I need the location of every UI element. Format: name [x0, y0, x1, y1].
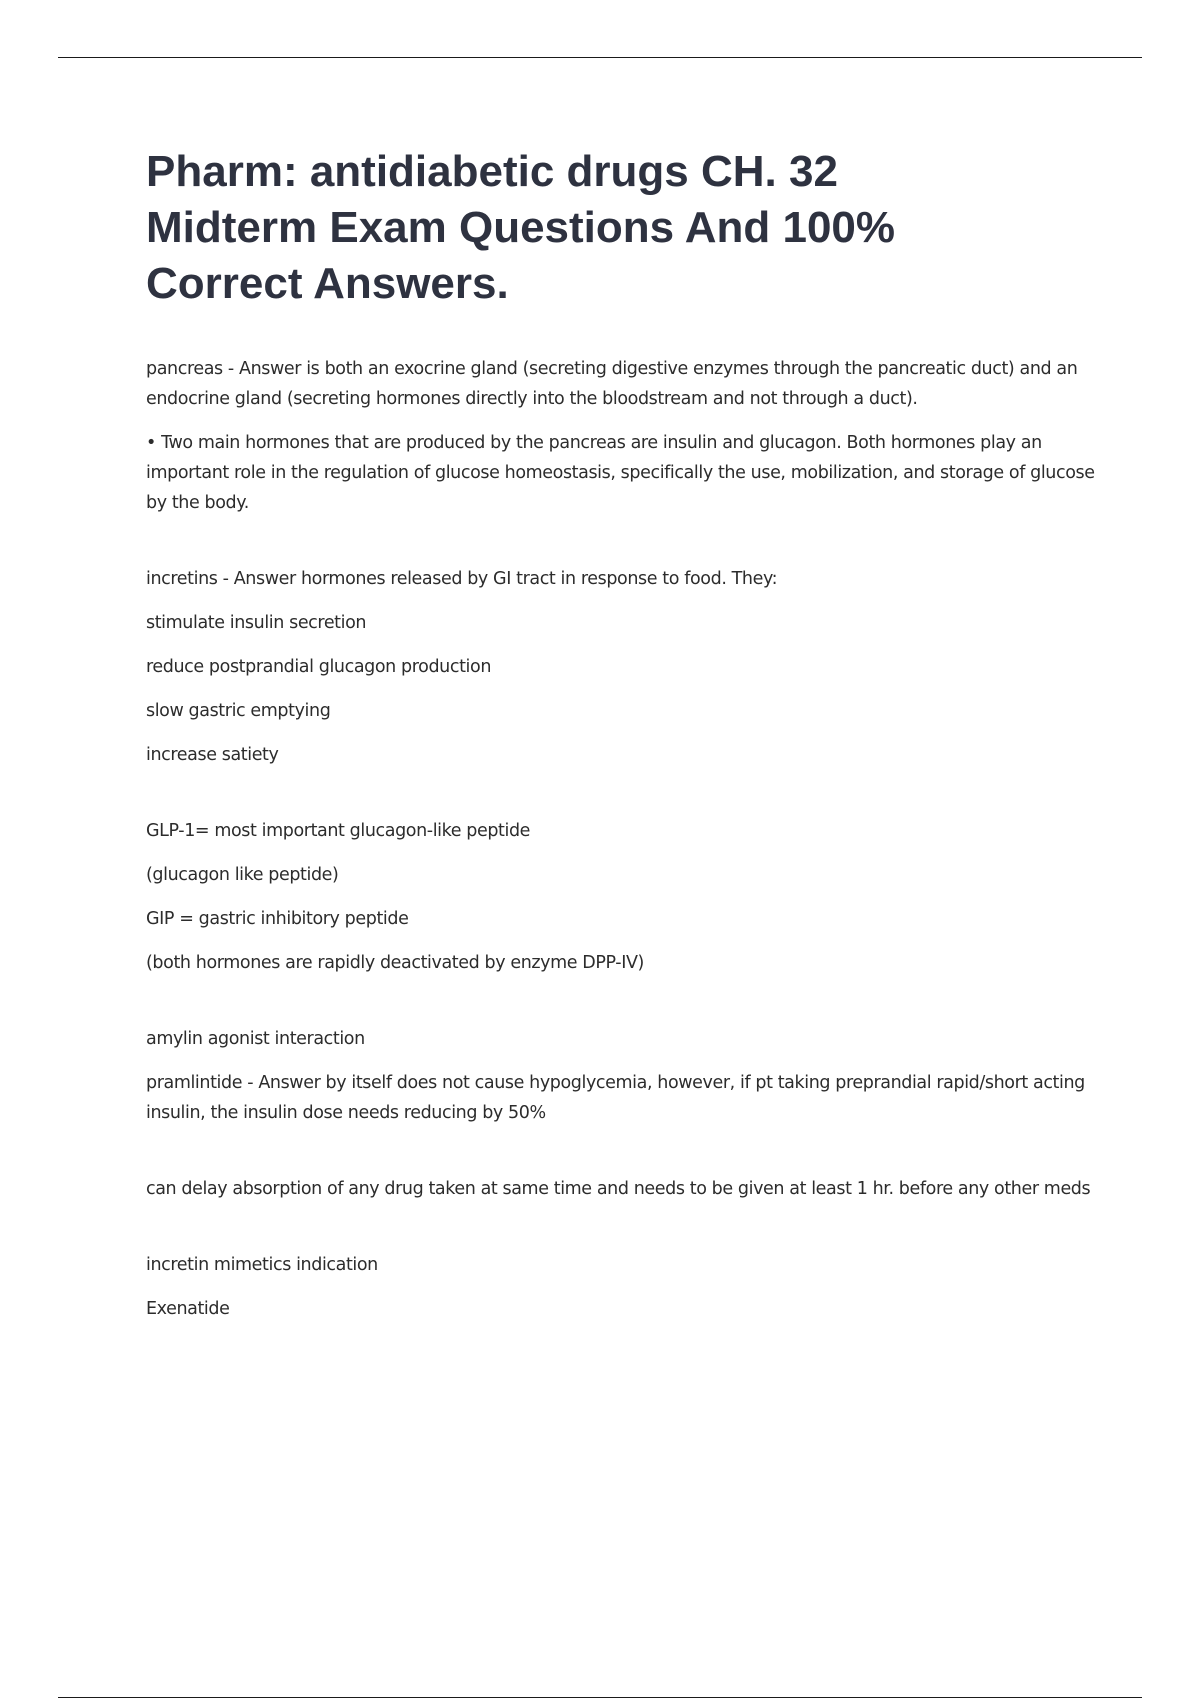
incretins-answer: incretins - Answer hormones released by GI tract in response to food. They:: [146, 569, 778, 589]
bottom-rule: [58, 1697, 1142, 1698]
document-body: [146, 354, 1096, 1338]
top-rule: [58, 57, 1142, 58]
pancreas-hormones-bullet: • Two main hormones that are produced by the pancreas are insulin and glucagon. Both hormones play an important role in the regulation of glucose homeostasis, specifically the use, mobilization, and storage of glucose by the body.: [146, 433, 1095, 513]
incretins-effect-1: stimulate insulin secretion: [146, 613, 367, 633]
pramlintide-answer: pramlintide - Answer by itself does not cause hypoglycemia, however, if pt taking preprandial rapid/short acting insulin, the insulin dose needs reducing by 50%: [146, 1073, 1085, 1123]
dpp4-note: (both hormones are rapidly deactivated by enzyme DPP-IV): [146, 953, 644, 973]
incretin-mimetics-question: incretin mimetics indication: [146, 1255, 378, 1275]
amylin-question: amylin agonist interaction: [146, 1029, 365, 1049]
incretins-effect-2: reduce postprandial glucagon production: [146, 657, 492, 677]
glp1-definition: GLP-1= most important glucagon-like peptide: [146, 821, 531, 841]
gip-definition: GIP = gastric inhibitory peptide: [146, 909, 409, 929]
pancreas-answer: pancreas - Answer is both an exocrine gland (secreting digestive enzymes through the pancreatic duct) and an endocrine gland (secreting hormones directly into the bloodstream and not through a duct).: [146, 359, 1078, 409]
absorption-note: can delay absorption of any drug taken at same time and needs to be given at least 1 hr. before any other meds: [146, 1179, 1091, 1199]
title-line-1: Pharm: antidiabetic drugs CH. 32: [146, 147, 838, 196]
exenatide-answer: Exenatide: [146, 1299, 230, 1319]
title-line-2: Midterm Exam Questions And 100%: [146, 203, 896, 252]
document-title: [146, 144, 1086, 312]
incretins-effect-3: slow gastric emptying: [146, 701, 331, 721]
glp1-expansion: (glucagon like peptide): [146, 865, 339, 885]
title-line-3: Correct Answers.: [146, 259, 509, 308]
incretins-effect-4: increase satiety: [146, 745, 279, 765]
